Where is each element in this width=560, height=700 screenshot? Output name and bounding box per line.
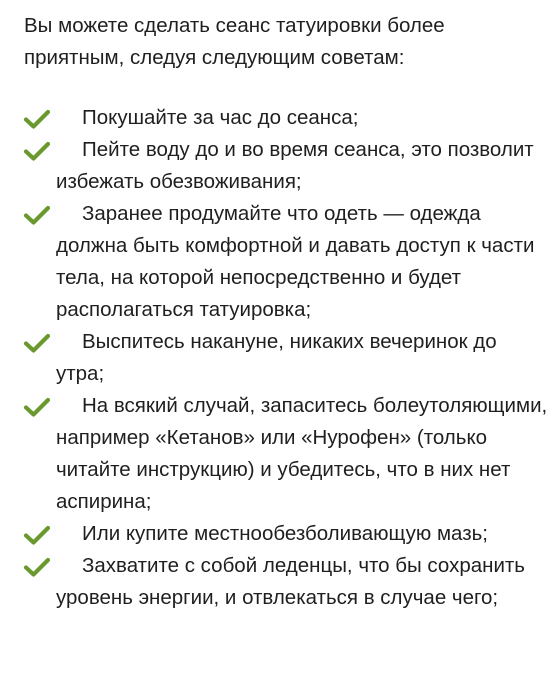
tip-text: Пейте воду до и во время сеанса, это позволит избежать обезвоживания; [56, 138, 534, 193]
list-item [0, 390, 560, 518]
check-icon [24, 333, 50, 353]
list-item [0, 518, 560, 550]
tip-text: Покушайте за час до сеанса; [82, 106, 359, 129]
tip-text: Выспитесь накануне, никаких вечеринок до утра; [56, 330, 497, 385]
check-icon [24, 525, 50, 545]
tip-text: Или купите местнообезболивающую мазь; [82, 522, 488, 545]
check-icon [24, 109, 50, 129]
tip-text: Заранее продумайте что одеть — одежда должна быть комфортной и давать доступ к части тела, на которой непосредственно и будет располагаться татуировка; [56, 202, 535, 321]
check-icon [24, 205, 50, 225]
list-item [0, 134, 560, 198]
intro-paragraph: Вы можете сделать сеанс татуировки более приятным, следуя следующим советам: [24, 14, 445, 69]
list-item [0, 198, 560, 326]
check-icon [24, 141, 50, 161]
check-icon [24, 397, 50, 417]
list-item [0, 550, 560, 614]
list-item [0, 102, 560, 134]
tip-text: На всякий случай, запаситесь болеутоляющими, например «Кетанов» или «Нурофен» (только читайте инструкцию) и убедитесь, что в них нет аспирина; [56, 394, 548, 513]
list-item [0, 326, 560, 390]
tip-text: Захватите с собой леденцы, что бы сохранить уровень энергии, и отвлекаться в случае чего; [56, 554, 525, 609]
tips-list [0, 102, 560, 614]
check-icon [24, 557, 50, 577]
